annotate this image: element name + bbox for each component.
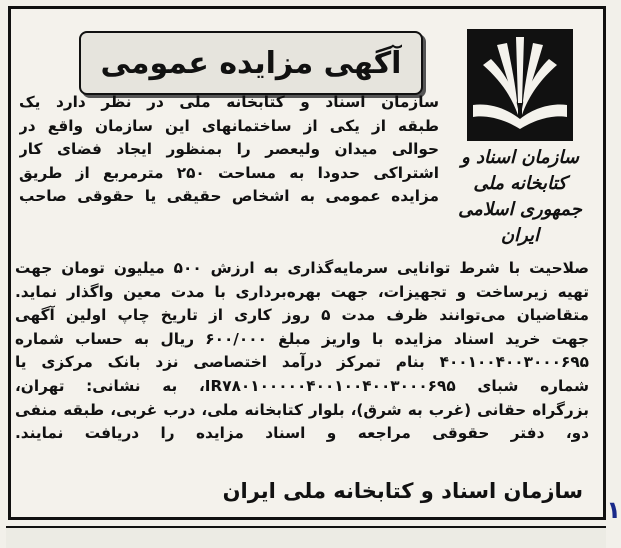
- next-clipping-edge: [6, 526, 606, 548]
- notice-body-top: [19, 91, 439, 209]
- text-line: متقاضیان می‌توانند ظرف مدت ۵ روز کاری از تاریخ چاپ اولین آگهی: [15, 306, 589, 325]
- text-line: جهت خرید اسناد مزایده با واریز مبلغ ۶۰۰/۰۰۰ ریال به حساب شماره: [15, 329, 589, 348]
- text-line: مزایده عمومی به اشخاص حقیقی یا حقوقی صاحب: [19, 187, 439, 206]
- organization-name: سازمان اسناد و کتابخانه ملی: [461, 147, 579, 194]
- title-box: [79, 31, 423, 95]
- notice-frame: [8, 6, 606, 520]
- notice-signature: سازمان اسناد و کتابخانه ملی ایران: [222, 479, 583, 503]
- text-line: صلاحیت با شرط توانایی سرمایه‌گذاری به ارزش ۵۰۰ میلیون تومان جهت: [15, 259, 589, 277]
- text-line: تهیه زیرساخت و تجهیزات، جهت بهره‌برداری با مدت معین واگذار نماید.: [15, 282, 589, 301]
- text-line: ۴۰۰۱۰۰۴۰۰۳۰۰۰۶۹۵ بنام تمرکز درآمد اختصاصی نزد بانک مرکزی یا: [15, 353, 589, 372]
- text-line: دو، دفتر حقوقی مراجعه و اسناد مزایده را دریافت نمایند.: [15, 424, 589, 443]
- organization-country: جمهوری اسلامی ایران: [458, 199, 582, 246]
- text-line: شماره شبای IR۷۸۰۱۰۰۰۰۰۴۰۰۱۰۰۴۰۰۳۰۰۰۶۹۵، به نشانی: تهران،: [15, 376, 589, 395]
- organization-logo-block: [445, 21, 595, 246]
- edge-mark: ۱: [606, 496, 621, 524]
- text-line: بزرگراه حقانی (غرب به شرق)، بلوار کتابخانه ملی، درب غربی، طبقه منفی: [15, 400, 589, 419]
- notice-body-bottom: [15, 257, 589, 446]
- text-line: سازمان اسناد و کتابخانه ملی در نظر دارد یک: [19, 93, 439, 111]
- text-line: اشتراکی حدودا به مساحت ۲۵۰ مترمربع از طریق: [19, 163, 439, 182]
- notice-title: آگهی مزایده عمومی: [100, 45, 402, 81]
- text-line: طبقه از یکی از ساختمانهای این سازمان واقع در: [19, 116, 439, 135]
- text-line: حوالی میدان ولیعصر را بمنظور ایجاد فضای کار: [19, 140, 439, 159]
- library-book-logo-icon: [461, 25, 579, 145]
